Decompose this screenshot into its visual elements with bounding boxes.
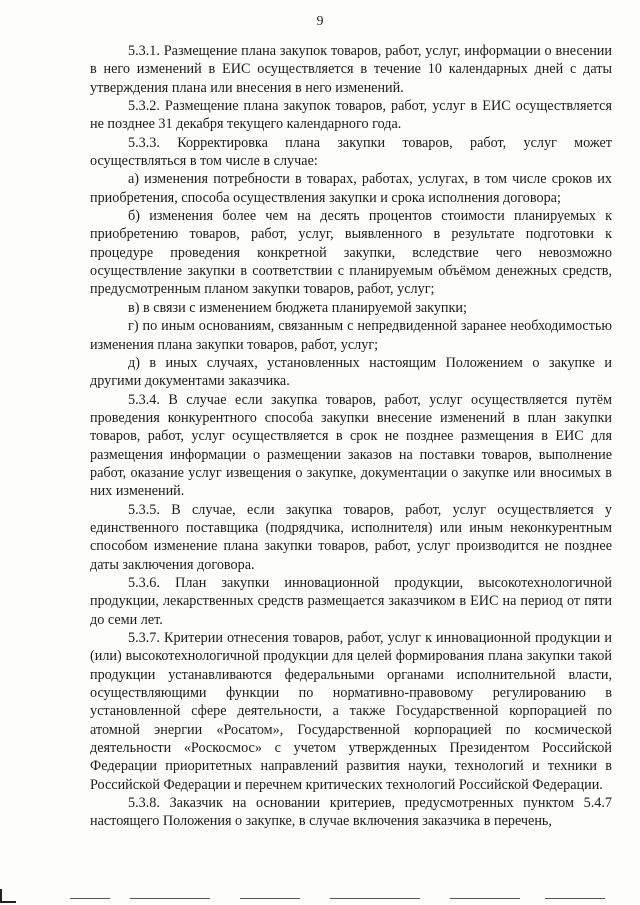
scan-dash bbox=[545, 898, 605, 899]
paragraph-5-3-3: 5.3.3. Корректировка плана закупки товаров, работ, услуг может осуществляться в том числе в случае: bbox=[90, 134, 612, 170]
paragraph-5-3-2: 5.3.2. Размещение плана закупок товаров, работ, услуг в ЕИС осуществляется не позднее 31 декабря текущего календарного года. bbox=[90, 98, 612, 133]
paragraph-5-3-7: 5.3.7. Критерии отнесения товаров, работ, услуг к инновационной продукции и (или) высокотехнологичной продукции для целей формирования плана закупки такой продукции устанавливаются федеральными органами исполнительной власти, осуществляющими функции по нормативно-правовому регулированию в установленной сфере деятельности, а также Государственной корпорацией по атомной энергии «Росатом», Государственной корпорацией по космической деятельности «Роскосмос» с учетом утвержденных Президентом Российской Федерации приоритетных направлений развития науки, технологий и техники в Российской Федерации и перечнем критических технологий Российской Федерации. bbox=[90, 630, 612, 793]
page-number: 9 bbox=[316, 14, 324, 29]
subparagraph-a: а) изменения потребности в товарах, работах, услугах, в том числе сроков их приобретения, способа осуществления закупки и срока исполнения договора; bbox=[90, 171, 612, 206]
document-body bbox=[90, 42, 612, 831]
scan-dash bbox=[130, 898, 210, 899]
scan-dash bbox=[330, 898, 420, 899]
paragraph-5-3-1: 5.3.1. Размещение плана закупок товаров, работ, услуг, информации о внесении в него изменений в ЕИС осуществляется в течение 10 календарных дней с даты утверждения плана или внесения в него изменений. bbox=[90, 43, 612, 96]
paragraph-5-3-5: 5.3.5. В случае, если закупка товаров, работ, услуг осуществляется у единственного поставщика (подрядчика, исполнителя) или иным неконкурентным способом изменение плана закупки товаров, работ, услуг производится не позднее даты заключения договора. bbox=[90, 501, 612, 573]
scan-dash bbox=[240, 898, 300, 899]
scan-dash bbox=[70, 898, 110, 899]
scan-dash bbox=[450, 898, 520, 899]
scan-corner-mark bbox=[0, 889, 16, 903]
subparagraph-g: г) по иным основаниям, связанным с непредвиденной заранее необходимостью изменения плана закупки товаров, работ, услуг; bbox=[90, 318, 612, 353]
paragraph-5-3-8: 5.3.8. Заказчик на основании критериев, предусмотренных пунктом 5.4.7 настоящего Положения о закупке, в случае включения заказчика в перечень, bbox=[90, 795, 612, 830]
subparagraph-d: д) в иных случаях, установленных настоящим Положением о закупке и другими документами заказчика. bbox=[90, 354, 612, 390]
scan-edge-artifact bbox=[0, 891, 640, 905]
subparagraph-v: в) в связи с изменением бюджета планируемой закупки; bbox=[128, 299, 467, 316]
paragraph-5-3-4: 5.3.4. В случае если закупка товаров, работ, услуг осуществляется путём проведения конкурентного способа закупки внесение изменений в план закупки товаров, работ, услуг осуществляется в срок не позднее размещения в ЕИС для размещения информации о размещении заказов на поставки товаров, выполнение работ, оказание услуг извещения о закупке, документации о закупке или вносимых в них изменений. bbox=[90, 391, 612, 500]
paragraph-5-3-6: 5.3.6. План закупки инновационной продукции, высокотехнологичной продукции, лекарственных средств размещается заказчиком в ЕИС на период от пяти до семи лет. bbox=[90, 574, 612, 628]
subparagraph-b: б) изменения более чем на десять процентов стоимости планируемых к приобретению товаров, работ, услуг, выявленного в результате подготовки к процедуре проведения конкретной закупки, вследствие чего невозможно осуществление закупки в соответствии с планируемым объёмом денежных средств, предусмотренным планом закупки товаров, работ, услуг; bbox=[90, 208, 612, 298]
